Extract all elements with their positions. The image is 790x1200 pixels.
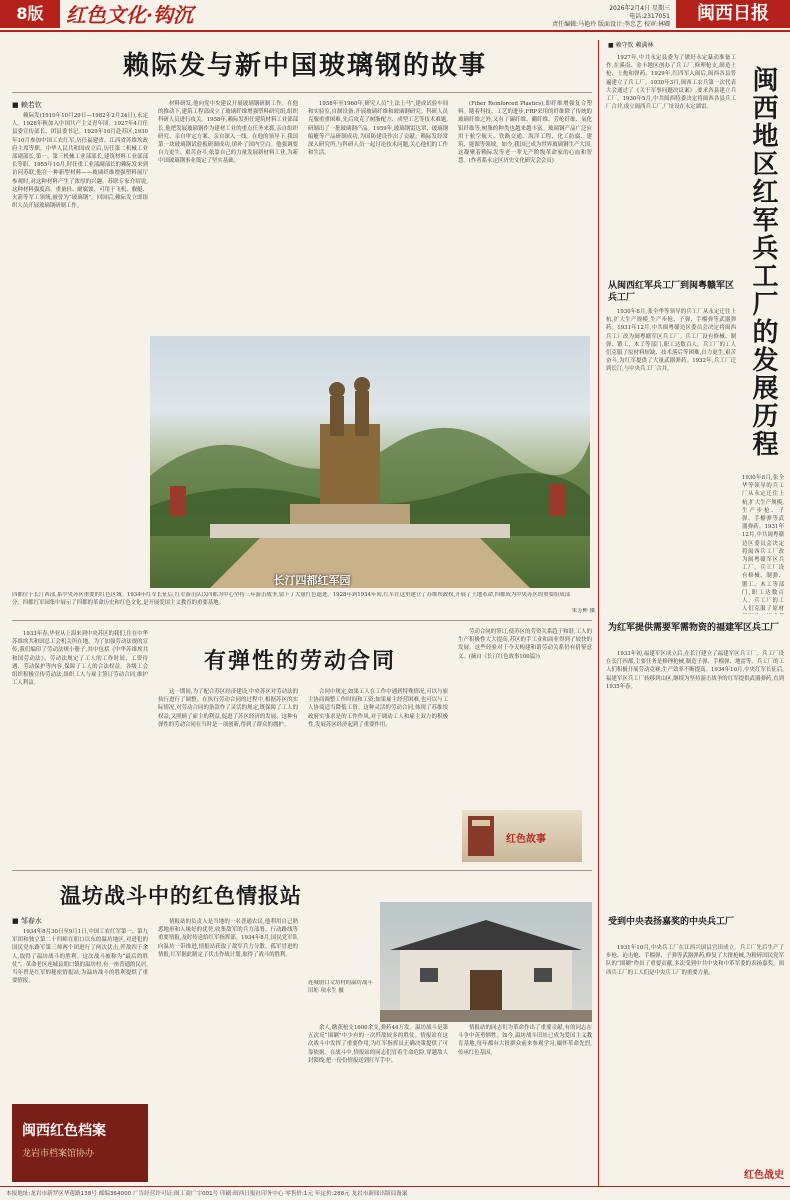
wenfang-photo-caption: 连城朋口文坊村的温坊战斗旧址 项永生 摄 [308, 980, 373, 994]
archive-panel-title: 闽西红色档案 [22, 1123, 106, 1139]
sidebar-col-bot: 1931年10月,中央兵工厂在江西兴国县官田成立。兵工厂先后生产了步枪、迫击炮、手榴弹、子弹等武器弹药,修复了大批枪械,为粉碎国民党军队的“围剿”作出了重要贡献,多次受到中共中央和中革军委的表扬嘉奖。闽西兵工厂的工人们是中央兵工厂的重要力量。 [606, 945, 784, 976]
archive-panel [12, 1104, 148, 1182]
article-intel-byline: ■ 邹春水 [12, 917, 42, 925]
building-illustration [380, 902, 592, 1022]
footer-divider [0, 1186, 790, 1187]
sidebar-col-low: 1933年初,福建军区成立后,在长汀建立了福建军区兵工厂。兵工厂设在长汀四都,主要任务是修理枪械,制造子弹、手榴弹、地雷等。兵工厂的工人们积极开展劳动竞赛,生产效率不断提高。1934年10月,中央红军长征后,福建军区兵工厂转移到山区,继续为坚持游击战争的红军提供武器弹药,直到1935年春。 [606, 651, 784, 690]
article-intel-col4: 情报站的同志们为革命作出了重要贡献,有的同志在斗争中英勇牺牲。如今,温坊战斗旧址已成为爱国主义教育基地,每年都有大批群众前来参观学习,缅怀革命先烈,传承红色基因。 [458, 1025, 592, 1056]
article-glass-byline: ■ 赖若钦 [12, 101, 42, 109]
newspaper-name: 闽西日报 [676, 0, 790, 28]
header-editors: 责任编辑:马艳玲 版面设计:李忠艺 校审:林卿 [552, 21, 670, 28]
article-glass-col4: (Fiber Reinforced Plastics),即纤维增强复合塑料。随着科技、工艺的进步,FRP采用的纤维除了传统的玻璃纤维之外,又有了碳纤维、硼纤维、芳纶纤维、氧化铝纤维等,树脂的种类也越来越丰富。玻璃钢产品广泛应用于航空航天、铁路交通、海洋工程、化工防腐、建筑、能源等领域。如今,我国已成为世界玻璃钢生产大国,这凝聚着赖际发等老一辈无产阶级革命家的心血和智慧。(作者系永定区历史文化研究会会员) [458, 101, 592, 165]
section-divider-1 [12, 620, 592, 621]
article-glass-col3: 1958年至1960年,研究人员“土法上马”,建成试验车间和实验室,自制设备,开展玻璃纤维和玻璃钢研究。科研人员克服重重困难,先后攻克了树脂配方、成型工艺等技术难题,研制出了一批玻璃钢产品。1959年,玻璃钢雷达罩、玻璃钢船艇等产品研制成功,为国防建设作出了贡献。赖际发经常深入研究所,与科研人员一起讨论技术问题,关心他们的工作和生活。 [308, 101, 448, 157]
article-intel-col2: 情报站的负责人是当地的一名普通农民,他利用自己熟悉地形和人缘好的优势,收集敌军的兵力部署、行动路线等重要情报,及时传送给红军指挥部。1934年8月,国民党军队向温坊一带推进,情报站获取了敌军兵力分散、孤军冒进的情报,红军据此制定了伏击作战计划,取得了战斗的胜利。 [158, 919, 298, 958]
wenfang-building-photo [380, 902, 592, 1022]
footer-text: 本报地址:龙岩市新罗区华莲路138号 邮编364000 广告经营许可证:闽工商广字001号 印刷:闽西日报社印务中心 零售价:1元 年定价:288元 龙岩市新闻出版局备案 [6, 1191, 408, 1197]
article-labor-title: 有弹性的劳动合同 [203, 648, 396, 674]
main-photo-title: 长汀四都红军园 [273, 574, 351, 587]
article-labor-col4: 劳动合同的签订,使苏区的劳资关系趋于和谐,工人的生产积极性大大提高,苏区的手工业和商业得到了较快的发展。这些经验对于今天构建和谐劳动关系仍有借鉴意义。(摘自《长汀红色故事100篇》) [458, 629, 592, 660]
main-photo-credit: 朱芳彬 摄 [571, 608, 595, 614]
header-date: 2026年2月4日 星期三 [609, 5, 670, 12]
red-story-tag: 红色故事 [506, 834, 546, 845]
article-glass-col2: 材料研发,他向党中央建议开展玻璃钢研制工作。在他的推动下,建筑工程部成立了玻璃纤维增强塑料研究组,组织科研人员进行攻关。1958年,赖际发担任建筑材料工业部部长,他把发展玻璃钢作为建材工业的重点任务来抓,亲自组织研究、亲自审定方案、亲自深入一线。在他的领导下,我国第一块玻璃钢试验板研制成功,填补了国内空白。他强调要自力更生、艰苦奋斗,依靠自己的力量发展新材料工业,为新中国玻璃钢事业奠定了坚实基础。 [158, 101, 298, 165]
article-intel-title: 温坊战斗中的红色情报站 [60, 883, 302, 908]
page-number: 8版 [0, 0, 60, 28]
article-labor-col3: 合同中规定,如果工人在工作中遇到特殊情况,可以与雇主协商调整工作时间和工资;如果雇主经营困难,也可以与工人协商适当降低工资。这种灵活的劳动合同,体现了苏维埃政府实事求是的工作作风,对于调动工人和雇主双方的积极性,发展苏区经济起到了重要作用。 [308, 689, 448, 728]
article-glass-title: 赖际发与新中国玻璃钢的故事 [122, 51, 487, 81]
article-labor-col1: 1933年春,毕业从上海来到中央苏区的我们,住在中华苏维埃共和国总工会机关所在地。为了加强劳动法规的宣传,我们编印了劳动法规小册子,其中包括《中华苏维埃共和国劳动法》。劳动法规定了工人的工作时间、工资待遇、劳动保护等内容,保障了工人的合法权益。各级工会组织积极宣传劳动法,组织工人与雇主签订劳动合同,维护工人利益。 [12, 631, 148, 687]
main-photo-caption: 四都位于长汀西部,系中央苏区重要的红色区域。1934年红军长征后,红军游击队以四都为中心坚持三年游击战争,留下了大量红色遗迹。1928年到1934年间,红军在这里建立了苏维埃政权,开展了土地革命,四都成为中央苏区的重要组成部分。四都红军园集中展示了四都的革命历史和红色文化,是开展爱国主义教育的重要基地。 [12, 592, 571, 606]
sidebar-divider [598, 40, 599, 1186]
article-intel-col1: 1934年8月30日至9月1日,中国工农红军第一、第九军团和独立第二十四师在朋口以东的温坊地区,对进犯的国民党东路军第三师两个团进行了两次伏击,歼敌四千余人,取得了温坊战斗的胜利。这次战斗被称为“最后的胜仗”。革命老区连城县朋口镇的温坊村,有一座普通的民居,当年曾是红军的秘密情报站,为温坊战斗的胜利提供了重要情报。 [12, 929, 148, 985]
header-phone: 电话:2317051 [629, 13, 670, 20]
sidebar-sub-1: 从闽西红军兵工厂到闽粤赣军区兵工厂 [608, 281, 735, 303]
archive-panel-subtitle: 龙岩市档案馆协办 [22, 1149, 95, 1159]
article-labor-col2: 这一期间,为了配合苏区经济建设,中央苏区对劳动法的执行进行了调整。在执行劳动合同的过程中,根据苏区的实际情况,对劳动合同的条款作了灵活的规定,既保障了工人的权益,又照顾了雇主的利益,促进了苏区经济的发展。这种有弹性的劳动合同在当时是一项创新,得到了群众的拥护。 [158, 689, 298, 728]
sidebar-byline: ■ 赖守钦 赖满林 [608, 42, 654, 49]
header-divider [0, 30, 790, 32]
sidebar-sub-2: 为红军提供需要军需物资的福建军区兵工厂 [608, 623, 780, 633]
sidebar-col-top: 1927年,中共永定县委为了做好永定暴动准备工作,在溪南、金丰地区创办了兵工厂,修理枪支,制造土枪、土炮和弹药。1929年,红四军入闽后,闽西各县普遍建立了兵工厂。1930年3月,闽西工农兵第一次代表大会通过了《关于军事问题决议案》,要求各县建立兵工厂。1930年5月,中共闽西特委决定将闽西各县兵工厂合并,成立闽西兵工厂,厂址设在永定湖雷。 [606, 55, 736, 111]
sidebar-title: 闽西地区红军兵工厂的发展历程 [748, 66, 778, 458]
title-underline [12, 92, 592, 93]
red-war-history-tag: 红色战史 [744, 1170, 784, 1181]
sidebar-col-mid: 1930年8月,张全华等领导的兵工厂从永定迁往上杭,扩大生产规模,生产步枪、子弹、手榴弹等武器弹药。1931年12月,中共闽粤赣边区委员会决定将闽西兵工厂改为闽粤赣军区兵工厂。兵工厂设有修械、制弹、锻工、木工等部门,职工达数百人。兵工厂的工人们克服了原材料短缺、技术落后等困难,自力更生,艰苦奋斗,为红军提供了大量武器弹药。1932年,兵工厂迁到长汀,与中央兵工厂合并。 [606, 309, 736, 373]
sidebar-sub-3: 受到中央表扬嘉奖的中央兵工厂 [608, 917, 735, 927]
park-scene-illustration [150, 336, 590, 588]
red-army-park-photo [150, 336, 590, 588]
column-title: 红色文化·钩沉 [66, 3, 193, 27]
article-intel-col3: 余人,缴获枪支1600余支,弹药44万发。温坊战斗是第五次反“围剿”中少有的一次歼敌较多的胜仗。情报站在这次战斗中发挥了重要作用,为红军指挥员正确决策提供了可靠依据。在战斗中,情报站的同志们冒着生命危险,穿越敌人封锁线,把一份份情报送到红军手中。 [308, 1025, 448, 1064]
section-divider-2 [12, 870, 592, 871]
article-glass-col1: 赖际发(1910年10月29日—1982年2月24日),永定人。1928年秋加入中国共产主义青年团。1927年4月任县委宣传部长、团县委书记。1929年10月赴苏区,1930年10月参加中国工农红军,历任福建省、江西省苏维埃政府主席等职。中华人民共和国成立后,历任第二机械工业部副部长,第一、第三机械工业部部长,建筑材料工业部部长等职。1955年10月,时任重工业部副部长的赖际发来到访问苏联,他在一种新型材料——玻璃纤维增强塑料展厅参观时,对这种材料产生了浓厚的兴趣。苏联专家介绍说,这种材料强度高、重量轻、耐腐蚀、可用于飞机、舰艇、火箭等军工领域,被誉为“玻璃钢”。回国后,赖际发立即组织人员开展玻璃钢研制工作。 [12, 113, 148, 210]
sidebar-col-mid-right: 1930年8月,张全华等领导的兵工厂从永定迁往上杭,扩大生产规模,生产步枪、子弹、手榴弹等武器弹药。1931年12月,中共闽粤赣边区委员会决定将闽西兵工厂改为闽粤赣军区兵工厂。兵工厂设有修械、制弹、锻工、木工等部门,职工达数百人。兵工厂的工人们克服了原材 [742, 475, 784, 613]
